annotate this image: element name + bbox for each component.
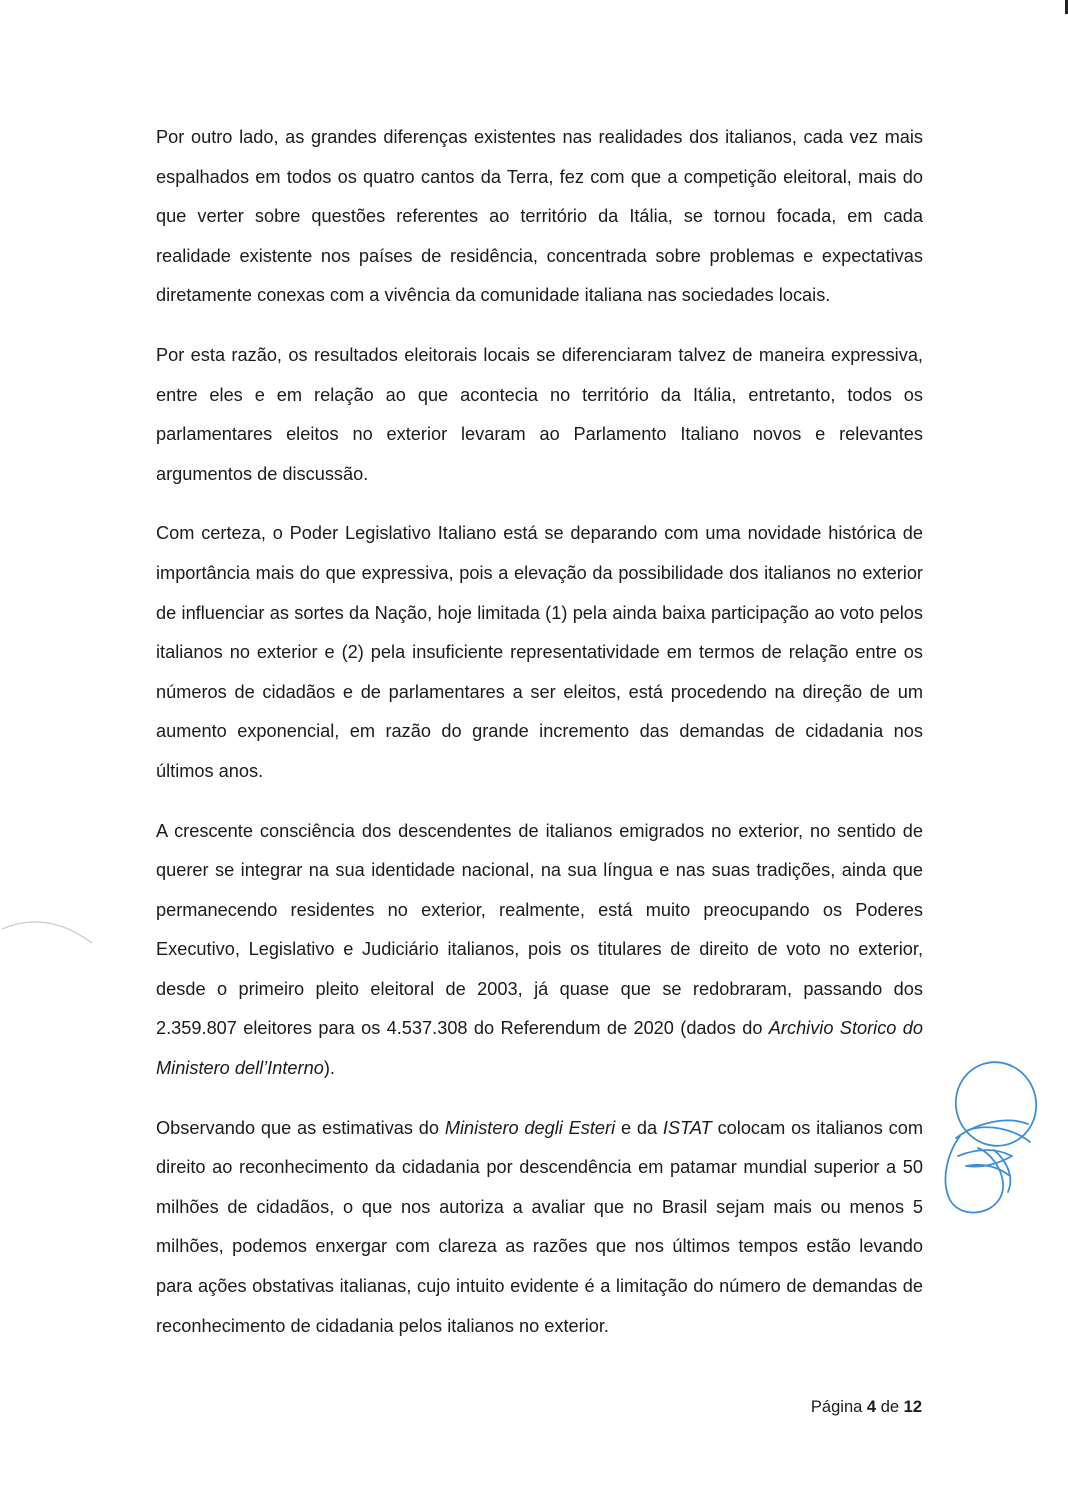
paragraph-1-text: Por outro lado, as grandes diferenças existentes nas realidades dos italianos, cada vez mais espalhados em todos os quatro cantos da Terra, fez com que a competição eleitoral, mais do que verter sobre questões referentes ao território da Itália, se tornou focada, em cada realidade existente nos países de residência, concentrada sobre problemas e expectativas diretamente conexas com a vivência da comunidade italiana nas sociedades locais.: [156, 127, 923, 306]
paragraph-1: [156, 118, 923, 316]
paragraph-3: [156, 514, 923, 791]
document-body: [156, 118, 923, 1366]
paragraph-4-text-end: ).: [323, 1058, 335, 1079]
paragraph-4-text: A crescente consciência dos descendentes de italianos emigrados no exterior, no sentido de querer se integrar na sua identidade nacional, na sua língua e nas suas tradições, ainda que permanecendo residentes no exterior, realmente, está muito preocupando os Poderes Executivo, Legislativo e Judiciário italianos, pois os titulares de direito de voto no exterior, desde o primeiro pleito eleitoral de 2003, já quase que se redobraram, passando dos 2.359.807 eleitores para os 4.537.308 do Referendum de 2020 (dados do: [156, 820, 923, 1039]
paragraph-5: [156, 1109, 923, 1347]
page-number-current: 4: [866, 1398, 877, 1416]
scan-artifact-line: [0, 905, 95, 955]
paragraph-5-text-end: colocam os italianos com direito ao reconhecimento da cidadania por descendência em patamar mundial superior a 50 milhões de cidadãos, o que nos autoriza a avaliar que no Brasil sejam mais ou menos 5 milhões, podemos enxergar com clareza as razões que nos últimos tempos estão levando para ações obstativas italianas, cujo intuito evidente é a limitação do número de demandas de reconhecimento de cidadania pelos italianos no exterior.: [156, 1117, 923, 1336]
paragraph-2: [156, 336, 923, 494]
paragraph-5-ministry-name: Ministero degli Esteri: [444, 1117, 616, 1138]
page-number: [811, 1393, 922, 1421]
page-number-separator: de: [880, 1398, 900, 1416]
paragraph-5-connector: e da: [615, 1117, 663, 1138]
page-number-prefix: Página: [810, 1398, 863, 1416]
signature-initials: [938, 1052, 1048, 1222]
paragraph-2-text: Por esta razão, os resultados eleitorais locais se diferenciaram talvez de maneira expressiva, entre eles e em relação ao que acontecia no território da Itália, entretanto, todos os parlamentares eleitos no exterior levaram ao Parlamento Italiano novos e relevantes argumentos de discussão.: [156, 344, 923, 484]
paragraph-4-source-citation: Archivio Storico do Ministero dell’Interno: [156, 1018, 923, 1079]
paragraph-5-istat-name: ISTAT: [662, 1117, 712, 1138]
paragraph-4: [156, 812, 923, 1089]
paragraph-3-text: Com certeza, o Poder Legislativo Italiano está se deparando com uma novidade histórica de importância mais do que expressiva, pois a elevação da possibilidade dos italianos no exterior de influenciar as sortes da Nação, hoje limitada (1) pela ainda baixa participação ao voto pelos italianos no exterior e (2) pela insuficiente representatividade em termos de relação entre os números de cidadãos e de parlamentares a ser eleitos, está procedendo na direção de um aumento exponencial, em razão do grande incremento das demandas de cidadania nos últimos anos.: [156, 523, 923, 781]
paragraph-5-text-start: Observando que as estimativas do: [156, 1117, 445, 1138]
page-number-total: 12: [903, 1398, 922, 1416]
